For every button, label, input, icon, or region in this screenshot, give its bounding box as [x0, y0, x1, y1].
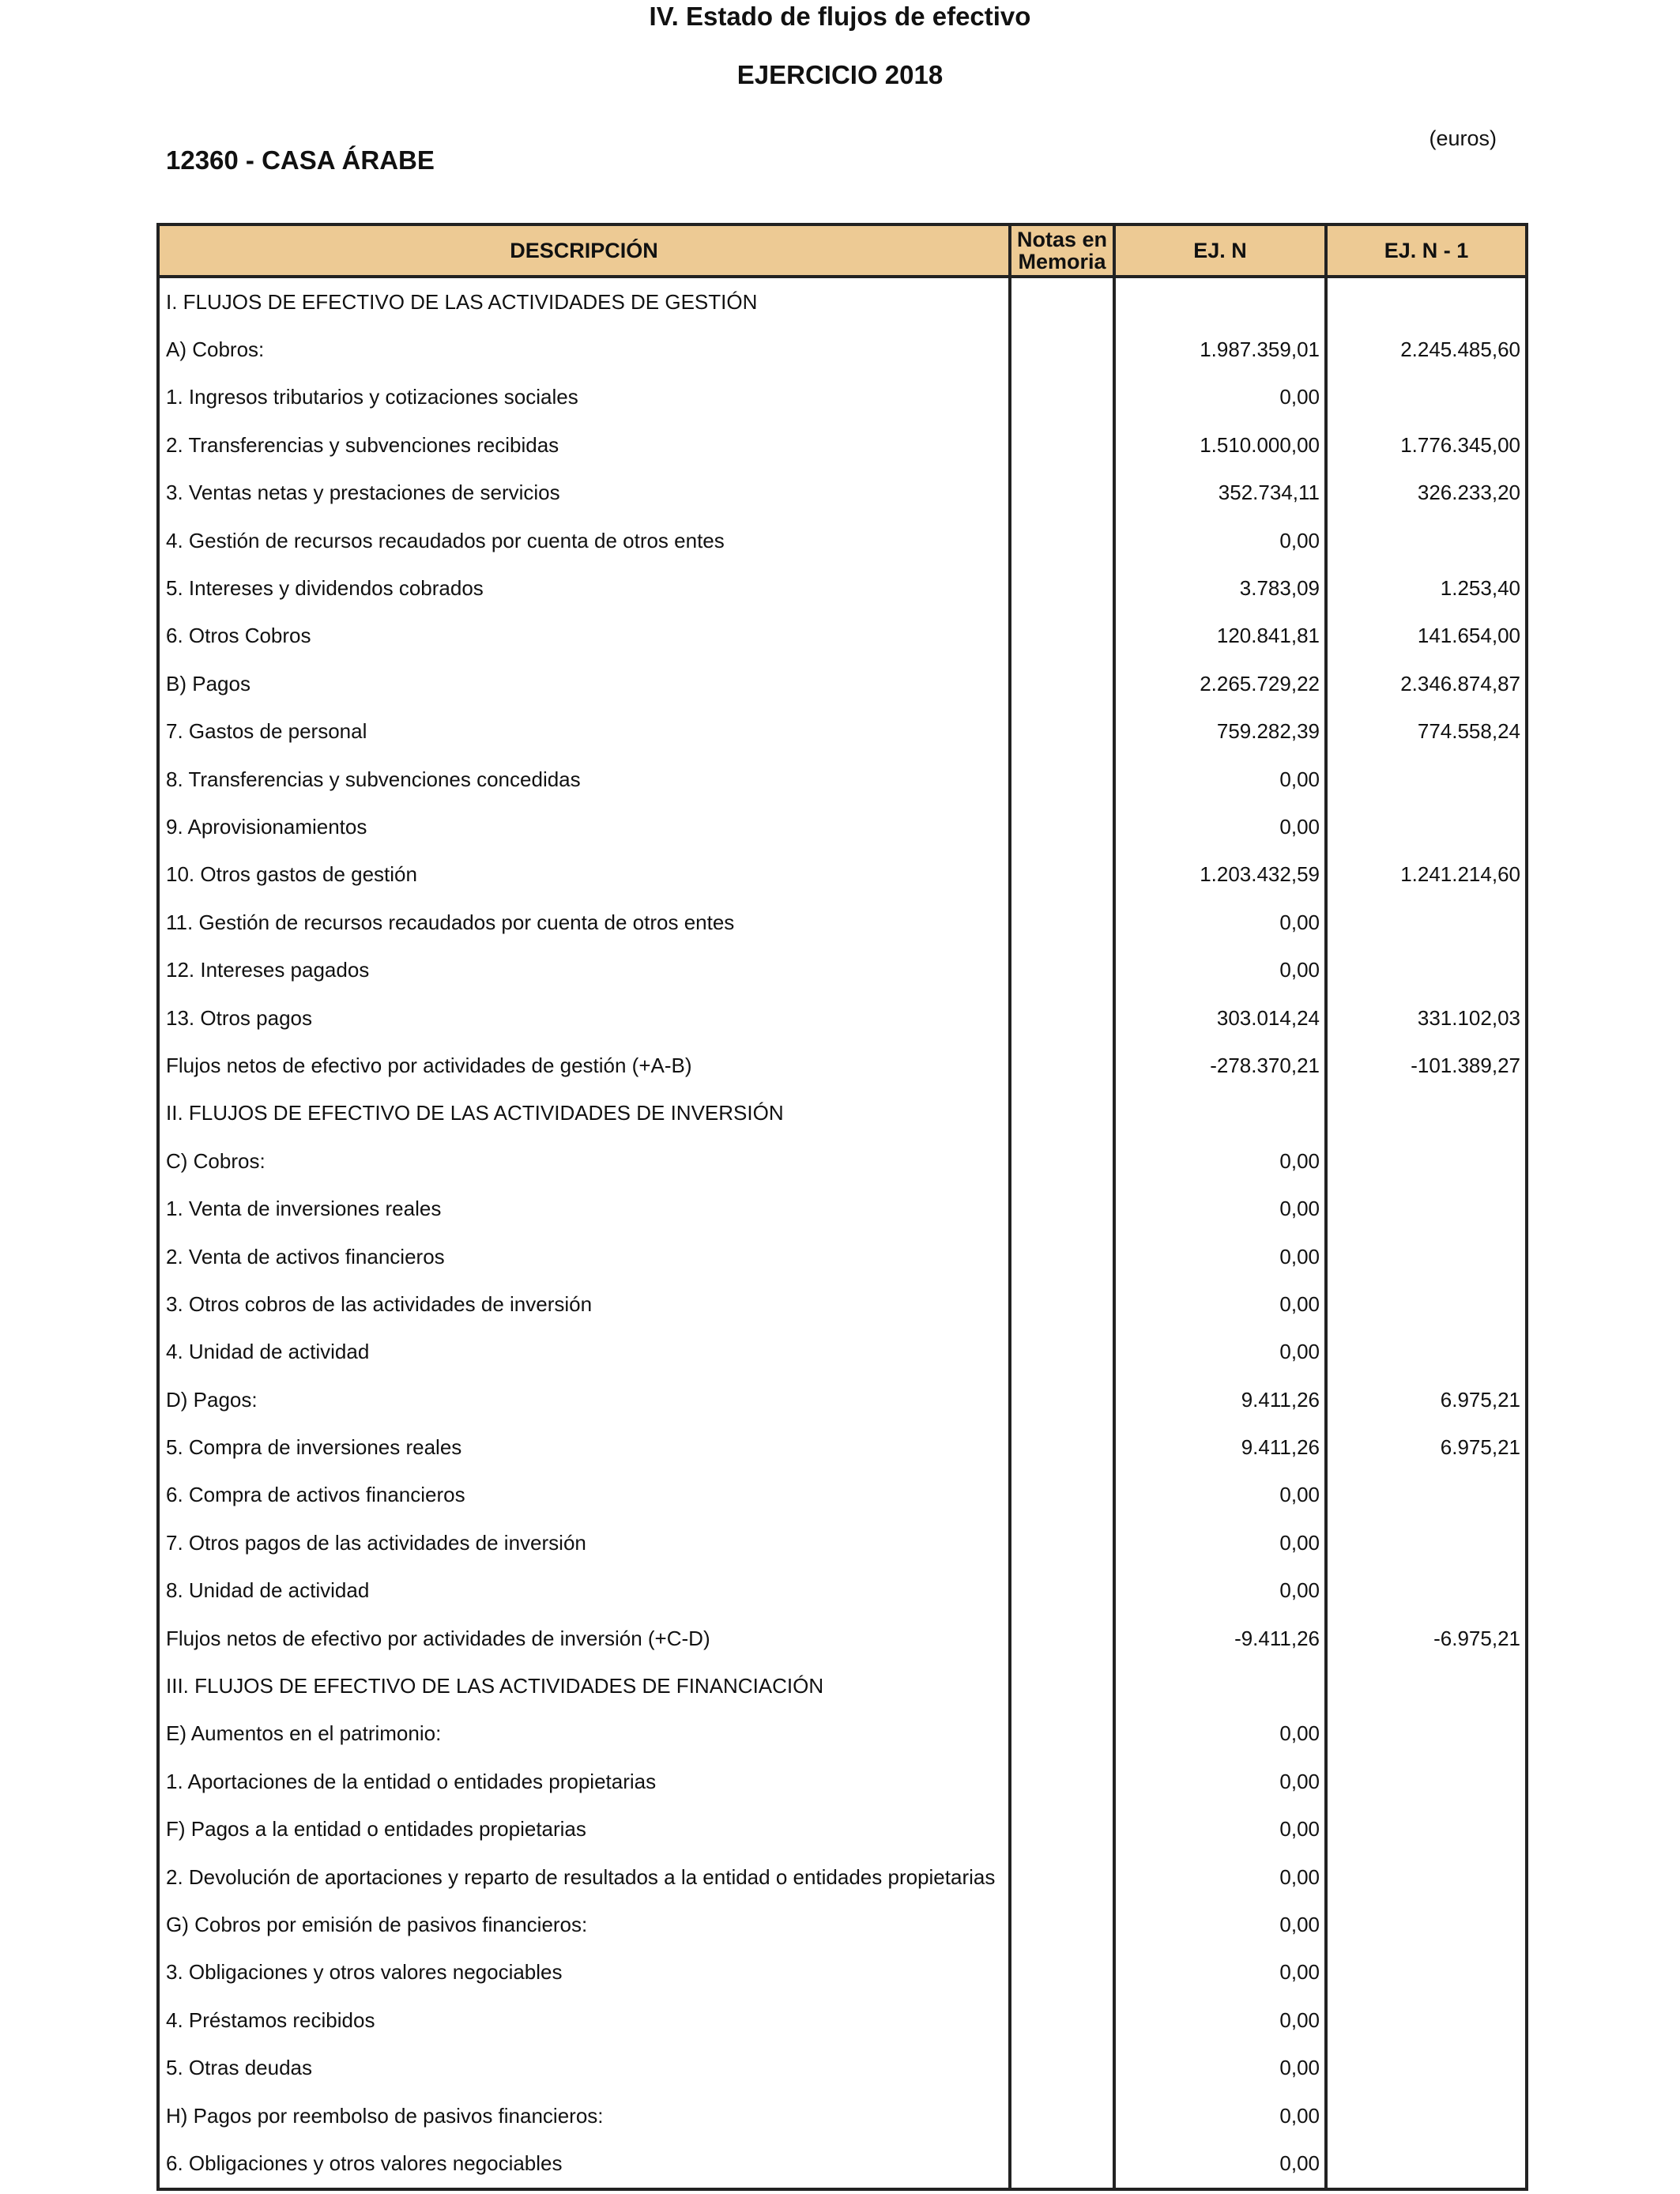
table-row — [158, 899, 1527, 946]
row-value-ej-n: 0,00 — [1114, 1901, 1326, 1948]
row-value-ej-n-1 — [1326, 277, 1527, 326]
row-description: 12. Intereses pagados — [158, 946, 1010, 993]
row-value-ej-n-1 — [1326, 2139, 1527, 2188]
row-description: 9. Aprovisionamientos — [158, 803, 1010, 850]
row-notes — [1010, 946, 1114, 993]
row-value-ej-n: 0,00 — [1114, 1806, 1326, 1853]
row-value-ej-n: 0,00 — [1114, 1519, 1326, 1566]
table-row — [158, 708, 1527, 756]
row-value-ej-n-1 — [1326, 1949, 1527, 1996]
row-value-ej-n-1 — [1326, 1519, 1527, 1566]
row-value-ej-n: 9.411,26 — [1114, 1376, 1326, 1423]
row-value-ej-n-1 — [1326, 1567, 1527, 1615]
row-notes — [1010, 1662, 1114, 1710]
row-description: 8. Transferencias y subvenciones concedidas — [158, 756, 1010, 803]
row-description: 8. Unidad de actividad — [158, 1567, 1010, 1615]
row-description: 11. Gestión de recursos recaudados por cuenta de otros entes — [158, 899, 1010, 946]
table-row — [158, 1758, 1527, 1805]
table-row — [158, 994, 1527, 1042]
row-value-ej-n: 0,00 — [1114, 1233, 1326, 1280]
row-notes — [1010, 1996, 1114, 2044]
row-value-ej-n: 0,00 — [1114, 1949, 1326, 1996]
page-subtitle: EJERCICIO 2018 — [736, 60, 944, 89]
row-description: 7. Gastos de personal — [158, 708, 1010, 756]
row-value-ej-n — [1114, 277, 1326, 326]
row-value-ej-n-1 — [1326, 1137, 1527, 1185]
table-row — [158, 1376, 1527, 1423]
row-value-ej-n-1 — [1326, 1472, 1527, 1519]
row-value-ej-n-1 — [1326, 946, 1527, 993]
row-description: 6. Otros Cobros — [158, 613, 1010, 660]
row-value-ej-n: 759.282,39 — [1114, 708, 1326, 756]
row-value-ej-n-1 — [1326, 756, 1527, 803]
row-notes — [1010, 1185, 1114, 1232]
table-row — [158, 2139, 1527, 2188]
table-row — [158, 803, 1527, 850]
row-description: 10. Otros gastos de gestión — [158, 851, 1010, 899]
row-value-ej-n-1: 1.253,40 — [1326, 564, 1527, 612]
row-description: F) Pagos a la entidad o entidades propietarias — [158, 1806, 1010, 1853]
row-value-ej-n-1 — [1326, 1901, 1527, 1948]
row-notes — [1010, 1280, 1114, 1328]
column-header-description: DESCRIPCIÓN — [158, 224, 1010, 277]
row-value-ej-n — [1114, 1662, 1326, 1710]
row-description: 3. Otros cobros de las actividades de inversión — [158, 1280, 1010, 1328]
table-row — [158, 374, 1527, 421]
row-value-ej-n: 0,00 — [1114, 1758, 1326, 1805]
row-notes — [1010, 899, 1114, 946]
table-row — [158, 1901, 1527, 1948]
row-value-ej-n-1 — [1326, 2092, 1527, 2139]
row-value-ej-n: 9.411,26 — [1114, 1423, 1326, 1471]
row-value-ej-n: 0,00 — [1114, 2044, 1326, 2091]
row-value-ej-n-1: 6.975,21 — [1326, 1423, 1527, 1471]
row-value-ej-n-1 — [1326, 2044, 1527, 2091]
row-description: 13. Otros pagos — [158, 994, 1010, 1042]
table-row — [158, 1710, 1527, 1758]
row-value-ej-n: 0,00 — [1114, 1996, 1326, 2044]
row-notes — [1010, 756, 1114, 803]
row-description: 6. Compra de activos financieros — [158, 1472, 1010, 1519]
row-value-ej-n: 0,00 — [1114, 1472, 1326, 1519]
table-row — [158, 517, 1527, 564]
table-row — [158, 2092, 1527, 2139]
row-description: A) Cobros: — [158, 326, 1010, 373]
table-body — [158, 277, 1527, 2189]
row-notes — [1010, 2092, 1114, 2139]
row-value-ej-n-1 — [1326, 1806, 1527, 1853]
row-value-ej-n — [1114, 1090, 1326, 1137]
row-notes — [1010, 1233, 1114, 1280]
row-description: C) Cobros: — [158, 1137, 1010, 1185]
row-value-ej-n: 0,00 — [1114, 1280, 1326, 1328]
row-value-ej-n: 0,00 — [1114, 1329, 1326, 1376]
row-notes — [1010, 517, 1114, 564]
row-value-ej-n-1: 774.558,24 — [1326, 708, 1527, 756]
table-row — [158, 1662, 1527, 1710]
row-notes — [1010, 326, 1114, 373]
table-row — [158, 1996, 1527, 2044]
row-notes — [1010, 613, 1114, 660]
row-value-ej-n-1: 141.654,00 — [1326, 613, 1527, 660]
row-description: 5. Compra de inversiones reales — [158, 1423, 1010, 1471]
table-row — [158, 277, 1527, 326]
row-value-ej-n: 0,00 — [1114, 2092, 1326, 2139]
row-value-ej-n: -278.370,21 — [1114, 1042, 1326, 1089]
column-header-notes: Notas en Memoria — [1010, 224, 1114, 277]
table-row — [158, 1329, 1527, 1376]
table-row — [158, 851, 1527, 899]
row-value-ej-n: 0,00 — [1114, 2139, 1326, 2188]
row-notes — [1010, 277, 1114, 326]
row-notes — [1010, 421, 1114, 469]
row-description: 4. Unidad de actividad — [158, 1329, 1010, 1376]
row-value-ej-n-1 — [1326, 374, 1527, 421]
row-description: 3. Obligaciones y otros valores negociables — [158, 1949, 1010, 1996]
table-row — [158, 469, 1527, 517]
row-notes — [1010, 374, 1114, 421]
row-value-ej-n: 0,00 — [1114, 1185, 1326, 1232]
row-description: 7. Otros pagos de las actividades de inversión — [158, 1519, 1010, 1566]
row-description: 4. Gestión de recursos recaudados por cuenta de otros entes — [158, 517, 1010, 564]
table-row — [158, 421, 1527, 469]
row-description: B) Pagos — [158, 660, 1010, 707]
row-description: 5. Intereses y dividendos cobrados — [158, 564, 1010, 612]
table-row — [158, 1519, 1527, 1566]
row-description: H) Pagos por reembolso de pasivos financieros: — [158, 2092, 1010, 2139]
table-row — [158, 1806, 1527, 1853]
row-notes — [1010, 1472, 1114, 1519]
row-value-ej-n: 2.265.729,22 — [1114, 660, 1326, 707]
table-row — [158, 1185, 1527, 1232]
row-notes — [1010, 2139, 1114, 2188]
page-title: IV. Estado de flujos de efectivo — [649, 2, 1031, 31]
row-description: G) Cobros por emisión de pasivos financieros: — [158, 1901, 1010, 1948]
table-row — [158, 1615, 1527, 1662]
table-header-row — [158, 224, 1527, 277]
row-description: 6. Obligaciones y otros valores negociables — [158, 2139, 1010, 2188]
row-value-ej-n-1 — [1326, 1185, 1527, 1232]
row-value-ej-n-1 — [1326, 1280, 1527, 1328]
row-description: II. FLUJOS DE EFECTIVO DE LAS ACTIVIDADES DE INVERSIÓN — [158, 1090, 1010, 1137]
table-row — [158, 1233, 1527, 1280]
row-value-ej-n: 120.841,81 — [1114, 613, 1326, 660]
cash-flow-table — [156, 223, 1528, 2191]
row-value-ej-n: 3.783,09 — [1114, 564, 1326, 612]
table-row — [158, 1137, 1527, 1185]
table-row — [158, 613, 1527, 660]
row-notes — [1010, 1329, 1114, 1376]
row-value-ej-n: 303.014,24 — [1114, 994, 1326, 1042]
row-notes — [1010, 660, 1114, 707]
row-value-ej-n-1 — [1326, 899, 1527, 946]
row-value-ej-n-1: 6.975,21 — [1326, 1376, 1527, 1423]
table-row — [158, 1472, 1527, 1519]
row-notes — [1010, 1758, 1114, 1805]
row-value-ej-n-1 — [1326, 1710, 1527, 1758]
table-row — [158, 1949, 1527, 1996]
row-notes — [1010, 2044, 1114, 2091]
row-description: I. FLUJOS DE EFECTIVO DE LAS ACTIVIDADES DE GESTIÓN — [158, 277, 1010, 326]
row-description: 3. Ventas netas y prestaciones de servicios — [158, 469, 1010, 517]
row-description: Flujos netos de efectivo por actividades de inversión (+C-D) — [158, 1615, 1010, 1662]
row-value-ej-n-1 — [1326, 1996, 1527, 2044]
row-description: D) Pagos: — [158, 1376, 1010, 1423]
row-description: 5. Otras deudas — [158, 2044, 1010, 2091]
row-value-ej-n-1: 331.102,03 — [1326, 994, 1527, 1042]
row-description: III. FLUJOS DE EFECTIVO DE LAS ACTIVIDADES DE FINANCIACIÓN — [158, 1662, 1010, 1710]
row-description: 1. Ingresos tributarios y cotizaciones sociales — [158, 374, 1010, 421]
row-notes — [1010, 469, 1114, 517]
table-row — [158, 1042, 1527, 1089]
row-notes — [1010, 1376, 1114, 1423]
table-row — [158, 2044, 1527, 2091]
row-value-ej-n-1 — [1326, 517, 1527, 564]
row-value-ej-n: 0,00 — [1114, 899, 1326, 946]
row-value-ej-n: 1.510.000,00 — [1114, 421, 1326, 469]
table-row — [158, 1853, 1527, 1901]
table-row — [158, 660, 1527, 707]
row-value-ej-n-1: 326.233,20 — [1326, 469, 1527, 517]
units-label: (euros) — [1429, 126, 1497, 150]
row-value-ej-n: 0,00 — [1114, 1853, 1326, 1901]
row-value-ej-n: 0,00 — [1114, 756, 1326, 803]
row-value-ej-n-1: 1.776.345,00 — [1326, 421, 1527, 469]
row-notes — [1010, 851, 1114, 899]
row-description: 2. Transferencias y subvenciones recibidas — [158, 421, 1010, 469]
row-description: Flujos netos de efectivo por actividades de gestión (+A-B) — [158, 1042, 1010, 1089]
row-value-ej-n-1: 1.241.214,60 — [1326, 851, 1527, 899]
row-value-ej-n: -9.411,26 — [1114, 1615, 1326, 1662]
row-description: 1. Aportaciones de la entidad o entidades propietarias — [158, 1758, 1010, 1805]
row-notes — [1010, 994, 1114, 1042]
row-value-ej-n-1: -6.975,21 — [1326, 1615, 1527, 1662]
row-description: 2. Devolución de aportaciones y reparto de resultados a la entidad o entidades propietarias — [158, 1853, 1010, 1901]
row-value-ej-n: 0,00 — [1114, 946, 1326, 993]
row-value-ej-n: 0,00 — [1114, 517, 1326, 564]
table-row — [158, 946, 1527, 993]
row-value-ej-n-1 — [1326, 1090, 1527, 1137]
column-header-ej-n-1: EJ. N - 1 — [1326, 224, 1527, 277]
row-value-ej-n: 0,00 — [1114, 1137, 1326, 1185]
column-header-ej-n: EJ. N — [1114, 224, 1326, 277]
row-notes — [1010, 1137, 1114, 1185]
row-description: 2. Venta de activos financieros — [158, 1233, 1010, 1280]
row-description: 1. Venta de inversiones reales — [158, 1185, 1010, 1232]
table-row — [158, 756, 1527, 803]
row-notes — [1010, 708, 1114, 756]
row-value-ej-n: 0,00 — [1114, 1710, 1326, 1758]
row-notes — [1010, 1423, 1114, 1471]
row-notes — [1010, 1901, 1114, 1948]
row-value-ej-n-1 — [1326, 1758, 1527, 1805]
table-row — [158, 326, 1527, 373]
row-value-ej-n: 352.734,11 — [1114, 469, 1326, 517]
entity-name: 12360 - CASA ÁRABE — [166, 145, 435, 175]
row-notes — [1010, 1710, 1114, 1758]
row-value-ej-n: 0,00 — [1114, 1567, 1326, 1615]
row-value-ej-n-1: -101.389,27 — [1326, 1042, 1527, 1089]
row-description: E) Aumentos en el patrimonio: — [158, 1710, 1010, 1758]
row-value-ej-n-1: 2.245.485,60 — [1326, 326, 1527, 373]
table-row — [158, 1280, 1527, 1328]
row-value-ej-n: 0,00 — [1114, 803, 1326, 850]
row-value-ej-n-1 — [1326, 1329, 1527, 1376]
row-notes — [1010, 803, 1114, 850]
table-row — [158, 564, 1527, 612]
row-value-ej-n: 1.987.359,01 — [1114, 326, 1326, 373]
row-notes — [1010, 1615, 1114, 1662]
row-notes — [1010, 1519, 1114, 1566]
row-value-ej-n-1: 2.346.874,87 — [1326, 660, 1527, 707]
row-value-ej-n-1 — [1326, 1662, 1527, 1710]
row-notes — [1010, 1806, 1114, 1853]
table-row — [158, 1423, 1527, 1471]
table-row — [158, 1567, 1527, 1615]
row-notes — [1010, 1042, 1114, 1089]
row-value-ej-n-1 — [1326, 803, 1527, 850]
table-row — [158, 1090, 1527, 1137]
row-notes — [1010, 564, 1114, 612]
row-notes — [1010, 1853, 1114, 1901]
row-value-ej-n: 0,00 — [1114, 374, 1326, 421]
row-notes — [1010, 1949, 1114, 1996]
row-value-ej-n-1 — [1326, 1853, 1527, 1901]
row-notes — [1010, 1567, 1114, 1615]
row-value-ej-n: 1.203.432,59 — [1114, 851, 1326, 899]
row-value-ej-n-1 — [1326, 1233, 1527, 1280]
row-notes — [1010, 1090, 1114, 1137]
row-description: 4. Préstamos recibidos — [158, 1996, 1010, 2044]
